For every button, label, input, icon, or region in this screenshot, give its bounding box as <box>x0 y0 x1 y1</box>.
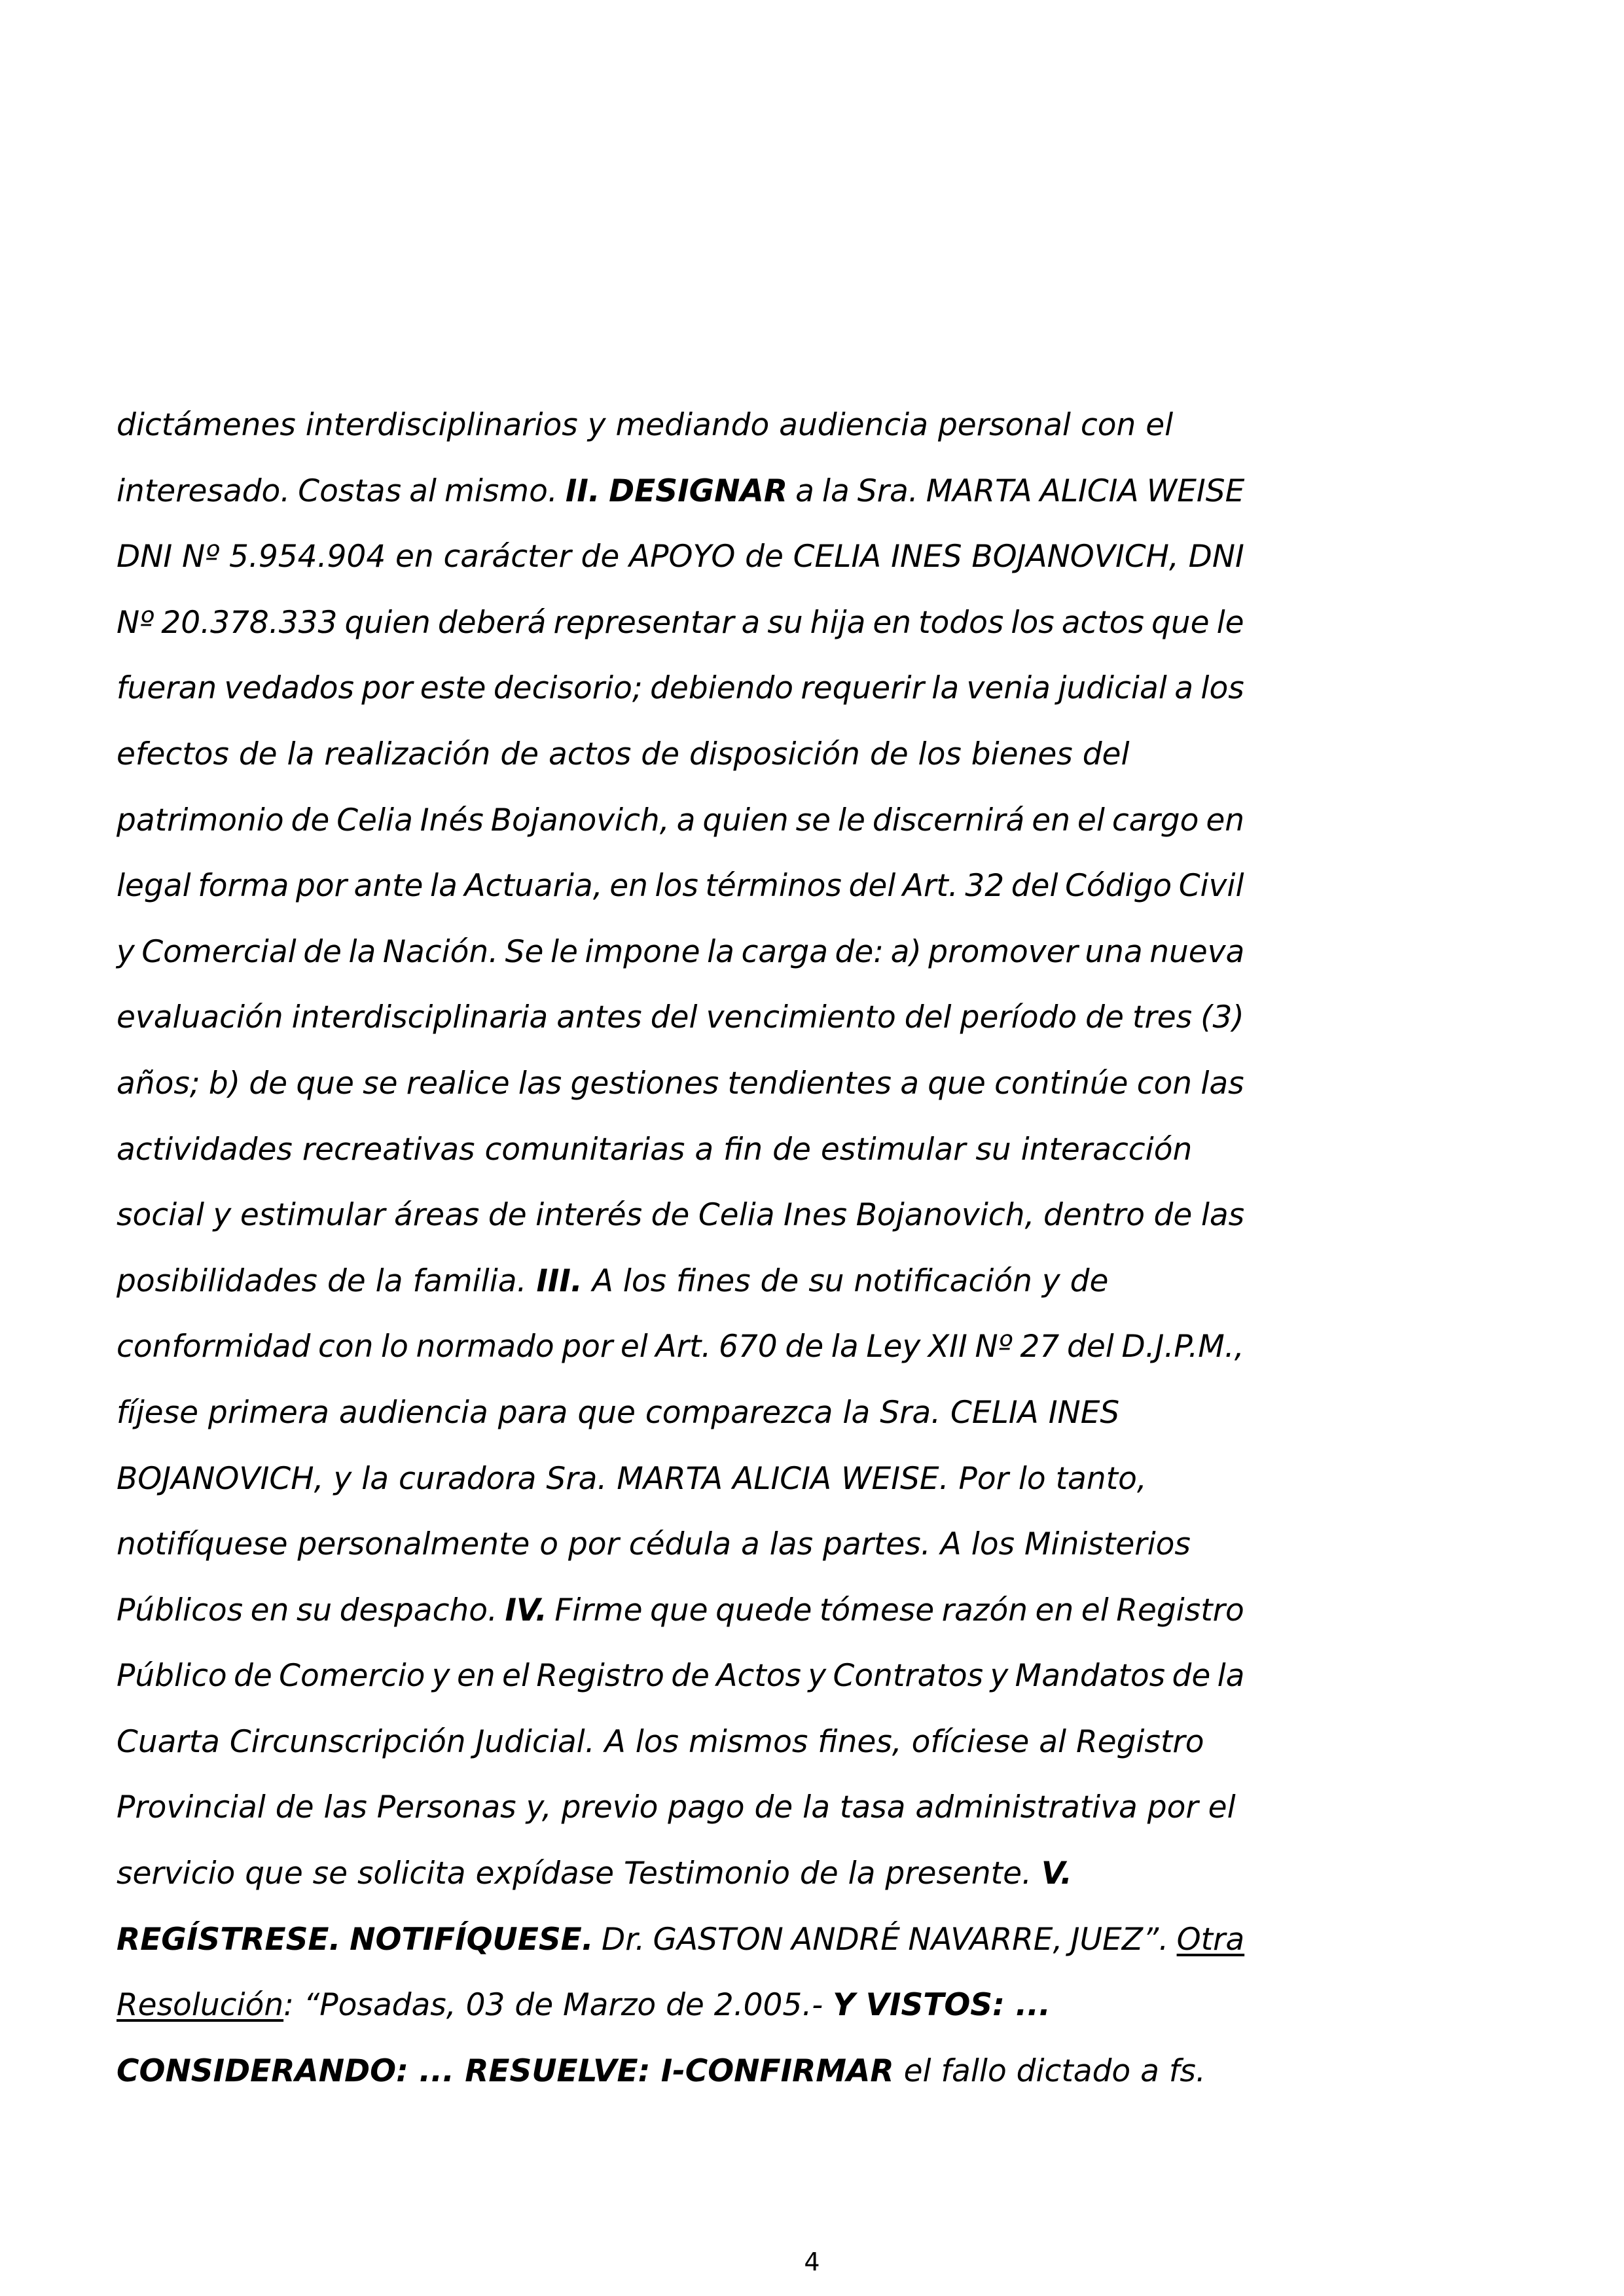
bold-phrase: CONSIDERANDO: ... RESUELVE: I-CONFIRMAR <box>117 2053 894 2089</box>
bold-phrase: V. <box>1041 1856 1072 1892</box>
text-line: Provincial de las Personas y, previo pago de la tasa administrativa por el <box>117 1789 1236 1826</box>
text-line: fueran vedados por este decisorio; debiendo requerir la venia judicial a los <box>117 670 1244 707</box>
text-line: interesado. Costas al mismo. II. DESIGNAR a la Sra. MARTA ALICIA WEISE <box>117 473 1245 509</box>
text-line: evaluación interdisciplinaria antes del vencimiento del período de tres (3) <box>117 999 1244 1036</box>
text-line: fíjese primera audiencia para que comparezca la Sra. CELIA INES <box>117 1394 1120 1431</box>
bold-phrase: IV. <box>505 1592 547 1628</box>
text-line: Público de Comercio y en el Registro de Actos y Contratos y Mandatos de la <box>117 1658 1245 1695</box>
text-line: actividades recreativas comunitarias a fin de estimular su interacción <box>117 1131 1193 1168</box>
text-line: años; b) de que se realice las gestiones tendientes a que continúe con las <box>117 1065 1244 1102</box>
text-line: legal forma por ante la Actuaria, en los términos del Art. 32 del Código Civil <box>117 868 1244 905</box>
text-line: Resolución: “Posadas, 03 de Marzo de 2.005.- Y VISTOS: ... <box>117 1987 1051 2024</box>
document-body <box>117 393 1244 2104</box>
text-line: DNI Nº 5.954.904 en carácter de APOYO de CELIA INES BOJANOVICH, DNI <box>117 539 1244 575</box>
text-line: Nº 20.378.333 quien deberá representar a su hija en todos los actos que le <box>117 604 1244 641</box>
text-line: y Comercial de la Nación. Se le impone la carga de: a) promover una nueva <box>117 933 1245 970</box>
text-line: CONSIDERANDO: ... RESUELVE: I-CONFIRMAR el fallo dictado a fs. <box>117 2053 1206 2089</box>
page-number: 4 <box>804 2248 820 2276</box>
text-line: conformidad con lo normado por el Art. 670 de la Ley XII Nº 27 del D.J.P.M., <box>117 1329 1244 1365</box>
text-line: posibilidades de la familia. III. A los fines de su notificación y de <box>117 1263 1109 1299</box>
text-line: servicio que se solicita expídase Testimonio de la presente. V. <box>117 1856 1072 1892</box>
underlined-phrase: Otra <box>1176 1921 1245 1958</box>
text-line: notifíquese personalmente o por cédula a las partes. A los Ministerios <box>117 1526 1191 1563</box>
text-line: dictámenes interdisciplinarios y mediando audiencia personal con el <box>117 407 1174 443</box>
bold-phrase: III. <box>536 1263 583 1299</box>
text-line: patrimonio de Celia Inés Bojanovich, a quien se le discernirá en el cargo en <box>117 802 1245 838</box>
bold-phrase: REGÍSTRESE. NOTIFÍQUESE. <box>117 1921 594 1958</box>
bold-phrase: Y VISTOS: ... <box>833 1987 1051 2024</box>
text-line: efectos de la realización de actos de disposición de los bienes del <box>117 736 1130 772</box>
bold-phrase: II. DESIGNAR <box>565 473 788 509</box>
text-line: REGÍSTRESE. NOTIFÍQUESE. Dr. GASTON ANDRÉ NAVARRE, JUEZ”. Otra <box>117 1921 1245 1958</box>
text-line: Públicos en su despacho. IV. Firme que quede tómese razón en el Registro <box>117 1592 1244 1628</box>
underlined-phrase: Resolución <box>117 1987 284 2024</box>
text-line: social y estimular áreas de interés de Celia Ines Bojanovich, dentro de las <box>117 1197 1245 1234</box>
text-line: BOJANOVICH, y la curadora Sra. MARTA ALICIA WEISE. Por lo tanto, <box>117 1460 1147 1497</box>
text-line: Cuarta Circunscripción Judicial. A los mismos fines, ofíciese al Registro <box>117 1723 1204 1760</box>
